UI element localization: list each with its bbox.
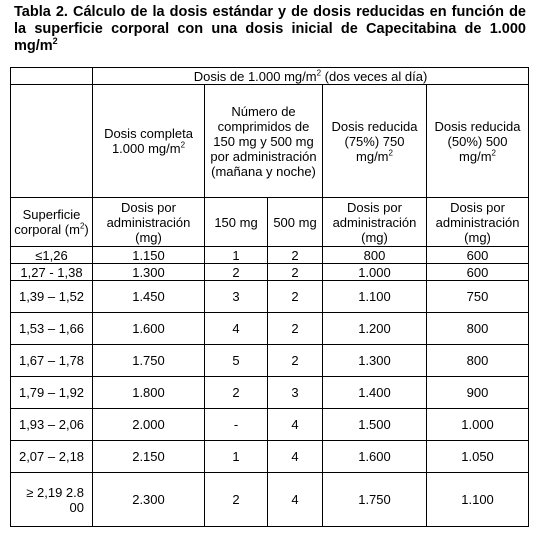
cell-reduced-50: 800 <box>427 345 529 377</box>
cell-500mg: 2 <box>268 313 323 345</box>
cell-150mg: 3 <box>205 281 268 313</box>
header-reduced-75 <box>323 85 427 198</box>
cell-surface: 1,79 – 1,92 <box>11 377 93 409</box>
group-header <box>93 68 529 85</box>
cell-500mg: 2 <box>268 345 323 377</box>
sub-header-row <box>11 198 529 247</box>
table-row <box>11 409 529 441</box>
subheader-surface-tail: ) <box>84 222 89 237</box>
header-reduced-50-text: Dosis reducida (50%) 500 mg/m <box>434 118 521 164</box>
cell-surface: ≥ 2,19 2.8 00 <box>11 473 93 527</box>
caption-text: Tabla 2. Cálculo de la dosis estándar y de dosis reducidas en función de la superficie corporal con una dosis inicial de Capecitabina de 1.000 mg/m <box>14 4 526 54</box>
group-header-sup: 2 <box>316 68 322 78</box>
cell-500mg: 2 <box>268 281 323 313</box>
cell-150mg: - <box>205 409 268 441</box>
cell-reduced-50: 750 <box>427 281 529 313</box>
cell-surface: 1,93 – 2,06 <box>11 409 93 441</box>
group-header-text: Dosis de 1.000 mg/m <box>193 68 317 84</box>
cell-dose: 1.450 <box>93 281 205 313</box>
subheader-reduced-50: Dosis por administración (mg) <box>427 198 529 247</box>
table-row <box>11 345 529 377</box>
header-reduced-75-text: Dosis reducida (75%) 750 mg/m <box>331 118 418 164</box>
cell-150mg: 4 <box>205 313 268 345</box>
cell-500mg: 2 <box>268 264 323 281</box>
cell-dose: 1.800 <box>93 377 205 409</box>
cell-150mg: 2 <box>205 264 268 281</box>
header-reduced-50-sup: 2 <box>491 148 496 158</box>
cell-reduced-75: 1.750 <box>323 473 427 527</box>
cell-dose: 1.750 <box>93 345 205 377</box>
cell-150mg: 2 <box>205 377 268 409</box>
cell-surface: 1,39 – 1,52 <box>11 281 93 313</box>
caption-superscript: 2 <box>52 36 58 47</box>
subheader-150mg: 150 mg <box>205 198 268 247</box>
table-row <box>11 264 529 281</box>
table-caption <box>14 4 526 55</box>
cell-reduced-75: 1.100 <box>323 281 427 313</box>
cell-150mg: 2 <box>205 473 268 527</box>
cell-surface: 1,67 – 1,78 <box>11 345 93 377</box>
header-full-dose-sup: 2 <box>180 140 186 150</box>
cell-surface: 1,53 – 1,66 <box>11 313 93 345</box>
column-header-row <box>11 85 529 198</box>
cell-reduced-50: 600 <box>427 264 529 281</box>
cell-dose: 1.150 <box>93 247 205 264</box>
empty-header-cell <box>11 85 93 198</box>
table-row <box>11 473 529 527</box>
subheader-reduced-75: Dosis por administración (mg) <box>323 198 427 247</box>
cell-reduced-50: 800 <box>427 313 529 345</box>
table-row <box>11 247 529 264</box>
cell-dose: 2.000 <box>93 409 205 441</box>
cell-reduced-50: 900 <box>427 377 529 409</box>
subheader-surface-text: Superficie corporal (m <box>14 207 81 237</box>
cell-reduced-75: 1.300 <box>323 345 427 377</box>
cell-dose: 1.300 <box>93 264 205 281</box>
cell-reduced-75: 1.600 <box>323 441 427 473</box>
header-tablets: Número de comprimidos de 150 mg y 500 mg por administración (mañana y noche) <box>205 85 323 198</box>
cell-dose: 1.600 <box>93 313 205 345</box>
cell-500mg: 4 <box>268 441 323 473</box>
subheader-500mg: 500 mg <box>268 198 323 247</box>
cell-150mg: 5 <box>205 345 268 377</box>
header-full-dose <box>93 85 205 198</box>
subheader-surface-sup: 2 <box>79 221 85 231</box>
cell-reduced-75: 1.200 <box>323 313 427 345</box>
cell-150mg: 1 <box>205 441 268 473</box>
subheader-full-dose: Dosis por administración (mg) <box>93 198 205 247</box>
cell-surface: 2,07 – 2,18 <box>11 441 93 473</box>
cell-reduced-75: 1.400 <box>323 377 427 409</box>
header-reduced-50 <box>427 85 529 198</box>
cell-reduced-75: 1.500 <box>323 409 427 441</box>
table-row <box>11 441 529 473</box>
cell-reduced-50: 1.000 <box>427 409 529 441</box>
dose-table <box>10 67 529 527</box>
cell-reduced-50: 1.100 <box>427 473 529 527</box>
cell-surface: 1,27 - 1,38 <box>11 264 93 281</box>
cell-150mg: 1 <box>205 247 268 264</box>
cell-500mg: 4 <box>268 473 323 527</box>
subheader-surface <box>11 198 93 247</box>
cell-reduced-75: 1.000 <box>323 264 427 281</box>
cell-dose: 2.150 <box>93 441 205 473</box>
table-row <box>11 281 529 313</box>
header-full-dose-text: Dosis completa 1.000 mg/m <box>104 126 193 156</box>
cell-reduced-50: 1.050 <box>427 441 529 473</box>
group-header-row <box>11 68 529 85</box>
cell-reduced-75: 800 <box>323 247 427 264</box>
cell-reduced-50: 600 <box>427 247 529 264</box>
table-row <box>11 313 529 345</box>
header-reduced-75-sup: 2 <box>388 148 393 158</box>
cell-500mg: 4 <box>268 409 323 441</box>
table-row <box>11 377 529 409</box>
cell-dose: 2.300 <box>93 473 205 527</box>
cell-surface: ≤1,26 <box>11 247 93 264</box>
cell-500mg: 2 <box>268 247 323 264</box>
cell-500mg: 3 <box>268 377 323 409</box>
group-header-tail: (dos veces al día) <box>321 68 428 84</box>
empty-corner-cell <box>11 68 93 85</box>
